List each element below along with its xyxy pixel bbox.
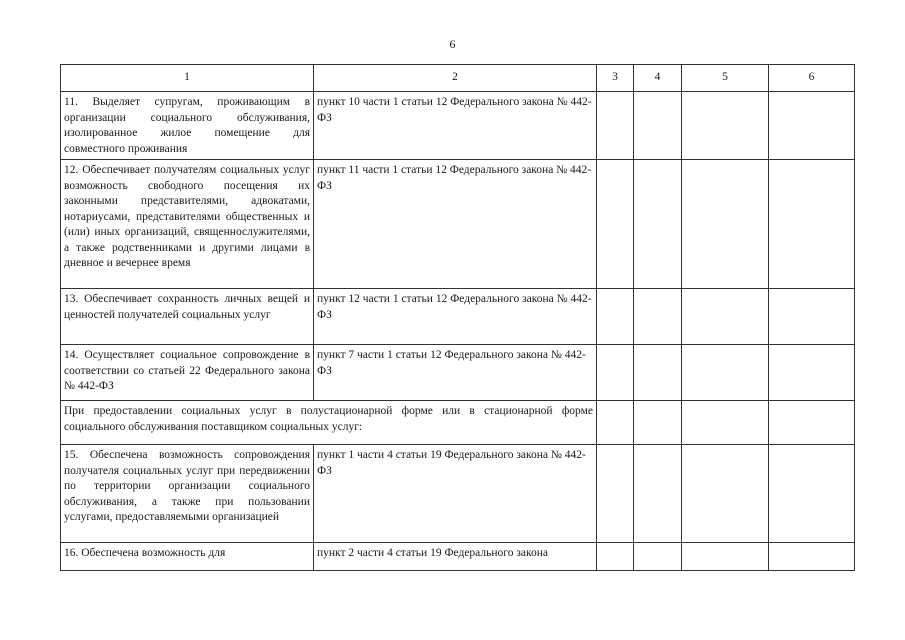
empty-cell [682,92,769,160]
empty-cell [597,160,634,289]
table-row [61,345,855,401]
empty-cell [597,543,634,571]
requirement-cell: 11. Выделяет супругам, проживающим в организации социального обслуживания, изолированное жилое помещение для совместного проживания [61,92,314,160]
page-number: 6 [449,37,456,51]
empty-cell [682,345,769,401]
legal-basis-cell: пункт 7 части 1 статьи 12 Федерального закона № 442-ФЗ [314,345,597,401]
header-col-4: 4 [634,65,682,92]
table-row [61,289,855,345]
section-header-cell: При предоставлении социальных услуг в полустационарной форме или в стационарной форме социального обслуживания поставщиком социальных услуг: [61,401,597,445]
empty-cell [682,445,769,543]
empty-cell [769,445,855,543]
empty-cell [682,401,769,445]
empty-cell [769,543,855,571]
empty-cell [634,289,682,345]
empty-cell [769,345,855,401]
requirement-cell: 16. Обеспечена возможность для [61,543,314,571]
table-header-row [61,65,855,92]
empty-cell [769,289,855,345]
empty-cell [634,401,682,445]
legal-basis-cell: пункт 11 части 1 статьи 12 Федерального закона № 442-ФЗ [314,160,597,289]
empty-cell [597,289,634,345]
requirements-table [60,64,855,571]
section-header-row [61,401,855,445]
legal-basis-cell: пункт 1 части 4 статьи 19 Федерального закона № 442-ФЗ [314,445,597,543]
legal-basis-cell: пункт 2 части 4 статьи 19 Федерального закона [314,543,597,571]
table-row [61,543,855,571]
empty-cell [597,345,634,401]
empty-cell [769,160,855,289]
empty-cell [634,92,682,160]
requirement-cell: 14. Осуществляет социальное сопровождение в соответствии со статьей 22 Федерального закона № 442-ФЗ [61,345,314,401]
requirement-cell: 13. Обеспечивает сохранность личных вещей и ценностей получателей социальных услуг [61,289,314,345]
empty-cell [682,160,769,289]
header-col-2: 2 [314,65,597,92]
empty-cell [597,401,634,445]
empty-cell [634,345,682,401]
empty-cell [682,543,769,571]
legal-basis-cell: пункт 10 части 1 статьи 12 Федерального закона № 442-ФЗ [314,92,597,160]
header-col-1: 1 [61,65,314,92]
header-col-3: 3 [597,65,634,92]
empty-cell [597,92,634,160]
table-row [61,92,855,160]
header-col-5: 5 [682,65,769,92]
empty-cell [634,160,682,289]
table-row [61,160,855,289]
empty-cell [769,401,855,445]
header-col-6: 6 [769,65,855,92]
empty-cell [597,445,634,543]
empty-cell [769,92,855,160]
empty-cell [682,289,769,345]
empty-cell [634,445,682,543]
table-row [61,445,855,543]
empty-cell [634,543,682,571]
legal-basis-cell: пункт 12 части 1 статьи 12 Федерального закона № 442-ФЗ [314,289,597,345]
requirement-cell: 12. Обеспечивает получателям социальных услуг возможность свободного посещения их законными представителями, адвокатами, нотариусами, представителями общественных и (или) иных организаций, священнослужителями, а также родственниками и другими лицами в дневное и вечернее время [61,160,314,289]
requirement-cell: 15. Обеспечена возможность сопровождения получателя социальных услуг при передвижении по территории организации социального обслуживания, а также при пользовании услугами, предоставляемыми организацией [61,445,314,543]
